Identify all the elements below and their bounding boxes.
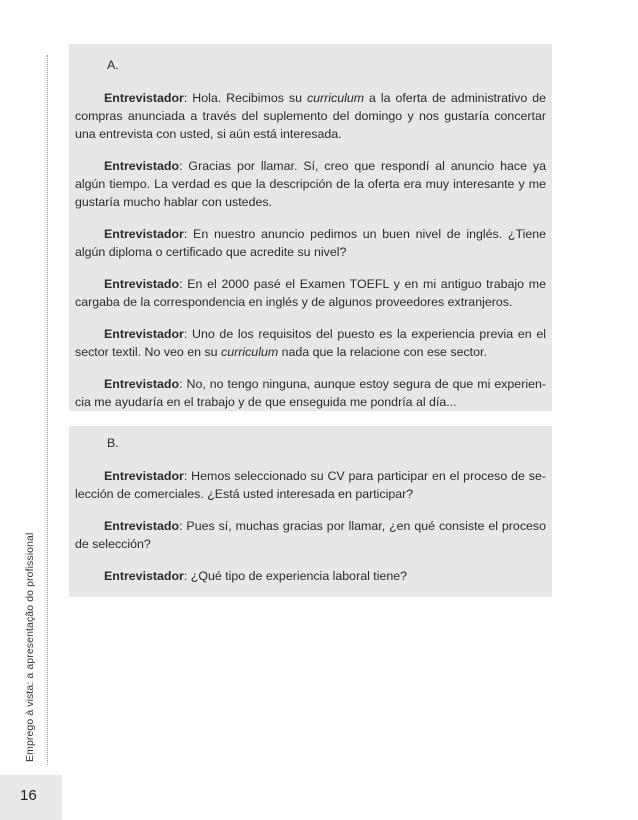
dialogue-paragraph [75, 275, 546, 311]
speaker-label: Entrevistado [104, 277, 180, 291]
speaker-label: Entrevistado [104, 159, 180, 173]
dialogue-text: : Hola. Recibimos su [183, 91, 307, 105]
speaker-label: Entrevistador [104, 91, 184, 105]
speaker-label: Entrevistado [104, 377, 180, 391]
speaker-label: Entrevistador [104, 327, 184, 341]
speaker-label: Entrevistador [104, 569, 184, 583]
dialogue-paragraph [75, 467, 546, 503]
box-letter: B. [107, 436, 119, 450]
dialogue-paragraph [75, 89, 546, 143]
page-number: 16 [20, 787, 37, 804]
margin-dotted-rule [47, 55, 48, 765]
dialogue-text: : En nuestro anuncio pedimos un buen nivel de inglés. ¿Tiene algún diploma o certificado que acredite su nivel? [75, 227, 546, 259]
dialogue-text: : Pues sí, muchas gracias por llamar, ¿en qué consiste el proceso de selección? [75, 519, 546, 551]
dialogue-text: : No, no tengo ninguna, aunque estoy segura de que mi experien-cia me ayudaría en el trabajo y de que enseguida me pondría al día... [75, 377, 546, 409]
dialogue-text: : ¿Qué tipo de experiencia laboral tiene? [183, 569, 408, 583]
dialogue-paragraph [75, 375, 546, 411]
dialogue-box-a [69, 44, 552, 411]
dialogue-text: : En el 2000 pasé el Examen TOEFL y en mi antiguo trabajo me cargaba de la correspondencia en inglés y de algunos proveedores extranjeros. [75, 277, 546, 309]
dialogue-text: a la oferta de administrativo de compras anunciada a través del suplemento del domingo y nos gustaría concertar una entrevista con usted, si aún está interesada. [75, 91, 546, 141]
dialogue-paragraph [75, 325, 546, 361]
dialogue-paragraph [75, 225, 546, 261]
speaker-label: Entrevistado [104, 519, 180, 533]
box-letter: A. [107, 58, 119, 72]
dialogue-text: nada que la relacione con ese sector. [278, 345, 487, 359]
dialogue-text: : Uno de los requisitos del puesto es la experiencia previa en el sector textil. No veo en su [75, 327, 546, 359]
dialogue-text: : Hemos seleccionado su CV para participar en el proceso de se-lección de comerciales. ¿Está usted interesada en participar? [75, 469, 546, 501]
running-side-title: Emprego à vista: a apresentação do profissional [24, 532, 36, 762]
dialogue-italic-term: curriculum [221, 345, 279, 359]
dialogue-box-b [69, 426, 552, 597]
speaker-label: Entrevistador [104, 227, 184, 241]
dialogue-paragraph [75, 157, 546, 211]
dialogue-paragraph [75, 517, 546, 553]
dialogue-paragraph [75, 567, 546, 585]
dialogue-text: : Gracias por llamar. Sí, creo que respondí al anuncio hace ya algún tiempo. La verdad es que la descripción de la oferta era muy interesante y me gustaría mucho hablar con ustedes. [75, 159, 546, 209]
dialogue-italic-term: curriculum [306, 91, 365, 105]
speaker-label: Entrevistador [104, 469, 184, 483]
